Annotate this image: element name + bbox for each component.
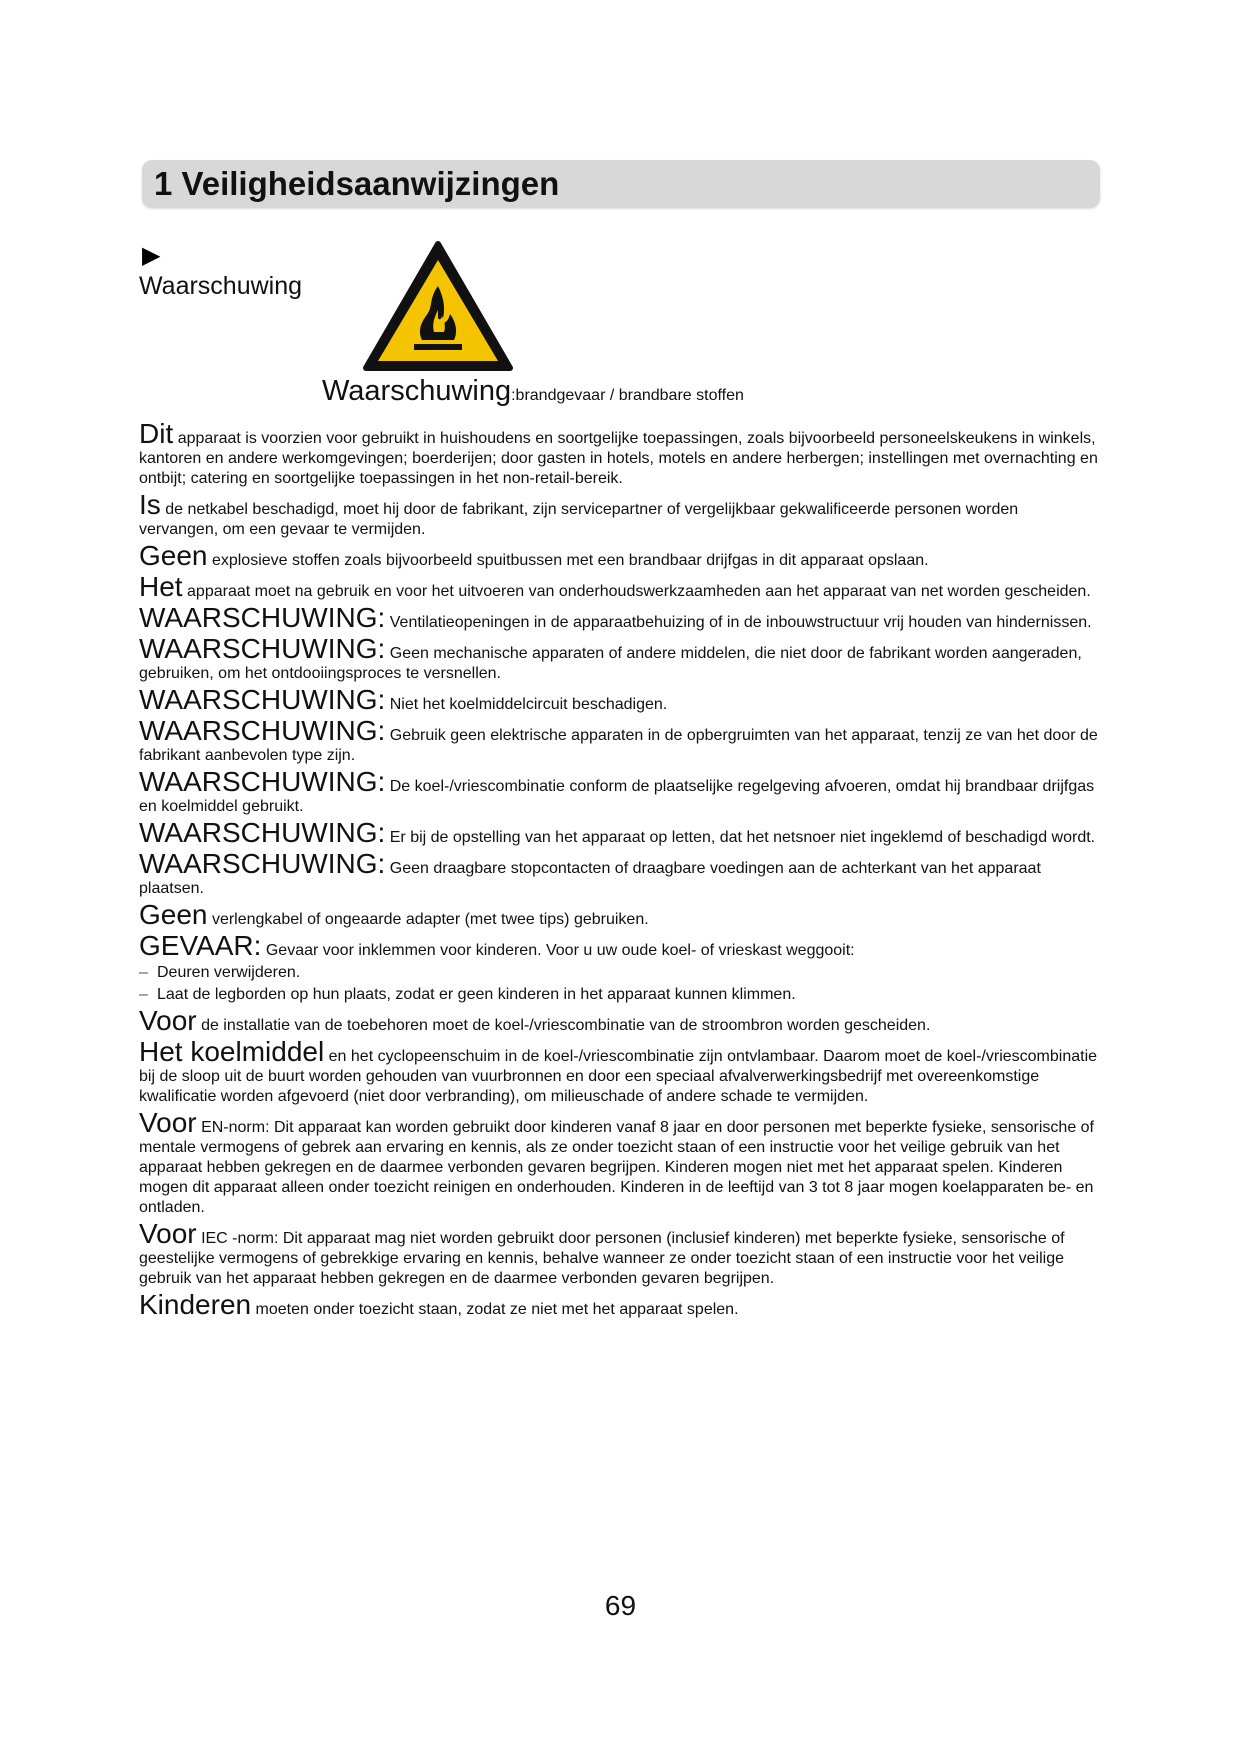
paragraph [139, 635, 1099, 684]
paragraph [139, 717, 1099, 766]
paragraph [139, 573, 1099, 602]
paragraph-text: de netkabel beschadigd, moet hij door de fabrikant, zijn servicepartner of vergelijkbaar gekwalificeerde personen worden vervangen, om een gevaar te vermijden. [139, 501, 1019, 538]
paragraph-text: verlengkabel of ongeaarde adapter (met twee tips) gebruiken. [211, 911, 649, 928]
list-item [139, 985, 1099, 1005]
paragraph-lead: Geen [139, 899, 208, 930]
paragraph [139, 1109, 1099, 1218]
paragraph-lead: Voor [139, 1107, 197, 1138]
paragraph-lead: Voor [139, 1218, 197, 1249]
paragraph-text: apparaat moet na gebruik en voor het uitvoeren van onderhoudswerkzaamheden aan het apparaat van net worden gescheiden. [187, 583, 1091, 600]
paragraph [139, 1007, 1099, 1036]
paragraph [139, 819, 1099, 848]
paragraph-lead: GEVAAR: [139, 930, 262, 961]
paragraph-text: Geen mechanische apparaten of andere middelen, die niet door de fabrikant worden aangeraden, gebruiken, om het ontdooiingsproces te versnellen. [139, 645, 1082, 682]
hazard-caption [322, 375, 744, 408]
paragraph-lead: WAARSCHUWING: [139, 766, 386, 797]
paragraph [139, 686, 1099, 715]
paragraph-text: explosieve stoffen zoals bijvoorbeeld spuitbussen met een brandbaar drijfgas in dit apparaat opslaan. [211, 552, 929, 569]
paragraph-text: Geen draagbare stopcontacten of draagbare voedingen aan de achterkant van het apparaat plaatsen. [139, 860, 1041, 897]
list-item [139, 963, 1099, 983]
paragraph-lead: Geen [139, 540, 208, 571]
section-title: 1 Veiligheidsaanwijzingen [154, 165, 560, 202]
paragraph-text: moeten onder toezicht staan, zodat ze niet met het apparaat spelen. [255, 1301, 739, 1318]
play-arrow-icon: ▶ [142, 242, 161, 269]
paragraph-lead: WAARSCHUWING: [139, 817, 386, 848]
page-number: 69 [604, 1590, 637, 1621]
paragraph [139, 604, 1099, 633]
paragraph [139, 1220, 1099, 1289]
paragraph-lead: Het [139, 571, 183, 602]
paragraph-lead: Kinderen [139, 1289, 252, 1320]
paragraph [139, 1038, 1099, 1107]
paragraph-lead: Voor [139, 1005, 197, 1036]
paragraph-lead: WAARSCHUWING: [139, 848, 386, 879]
paragraph-text: IEC -norm: Dit apparaat mag niet worden gebruikt door personen (inclusief kinderen) met beperkte fysieke, sensorische of geestelijke vermogens of gebrekkige ervaring en kennis, behalve wanneer ze onder toezicht staan of een instructie voor het veilige gebruik van het apparaat hebben gekregen en de daarmee verbonden gevaren begrijpen. [139, 1230, 1065, 1287]
paragraph-text: en het cyclopeenschuim in de koel-/vriescombinatie zijn ontvlambaar. Daarom moet de koel-/vriescombinatie bij de sloop uit de buurt worden gehouden van vuurbronnen en door een speciaal afvalverwerkingsbedrijf met overeenkomstige kwalificatie worden afgevoerd (niet door verbranding), om milieuschade of andere schade te vermijden. [139, 1048, 1098, 1105]
paragraph [139, 850, 1099, 899]
paragraph-text: Ventilatieopeningen in de apparaatbehuizing of in de inbouwstructuur vrij houden van hindernissen. [389, 614, 1092, 631]
paragraph [139, 1291, 1099, 1320]
paragraph-text: Gevaar voor inklemmen voor kinderen. Voor u uw oude koel- of vrieskast weggooit: [265, 942, 855, 959]
paragraph-lead: Dit [139, 418, 174, 449]
paragraph-lead: WAARSCHUWING: [139, 602, 386, 633]
paragraph-text: Niet het koelmiddelcircuit beschadigen. [389, 696, 668, 713]
caption-subtitle: :brandgevaar / brandbare stoffen [511, 387, 744, 404]
paragraph-text: Gebruik geen elektrische apparaten in de opbergruimten van het apparaat, tenzij ze van het door de fabrikant aanbevolen type zijn. [139, 727, 1098, 764]
dash-bullet: – [139, 986, 148, 1003]
safety-instructions [139, 420, 1099, 1322]
paragraph [139, 932, 1099, 961]
paragraph-lead: WAARSCHUWING: [139, 715, 386, 746]
paragraph-text: apparaat is voorzien voor gebruikt in huishoudens en soortgelijke toepassingen, zoals bijvoorbeeld personeelskeukens in winkels, kantoren en andere werkomgevingen; boerderijen; door gasten in hotels, motels en andere herbergen; instellingen met overnachting en ontbijt; catering en soortgelijke toepassingen in het non-retail-bereik. [139, 430, 1098, 487]
caption-title: Waarschuwing [322, 375, 512, 407]
section-title-bar [142, 160, 1100, 208]
paragraph [139, 420, 1099, 489]
paragraph-text: De koel-/vriescombinatie conform de plaatselijke regelgeving afvoeren, omdat hij brandbaar drijfgas en koelmiddel gebruikt. [139, 778, 1095, 815]
warning-label: Waarschuwing [139, 272, 303, 300]
paragraph [139, 768, 1099, 817]
list-item-text: Laat de legborden op hun plaats, zodat er geen kinderen in het apparaat kunnen klimmen. [157, 986, 796, 1003]
paragraph [139, 901, 1099, 930]
paragraph-lead: Het koelmiddel [139, 1036, 325, 1067]
paragraph-text: EN-norm: Dit apparaat kan worden gebruikt door kinderen vanaf 8 jaar en door personen met beperkte fysieke, sensorische of mentale vermogens of gebrek aan ervaring en kennis, als ze onder toezicht staan of een instructie voor het veilige gebruik van het apparaat hebben gekregen en de daarmee verbonden gevaren begrijpen. Kinderen mogen niet met het apparaat spelen. Kinderen mogen dit apparaat alleen onder toezicht reinigen en onderhouden. Kinderen in de leeftijd van 3 tot 8 jaar mogen koelapparaten be- en ontladen. [139, 1119, 1094, 1216]
paragraph-lead: WAARSCHUWING: [139, 684, 386, 715]
list-item-text: Deuren verwijderen. [157, 964, 301, 981]
dash-bullet: – [139, 964, 148, 981]
paragraph-lead: Is [139, 489, 161, 520]
fire-hazard-warning-icon [362, 240, 514, 374]
paragraph-lead: WAARSCHUWING: [139, 633, 386, 664]
paragraph-text: de installatie van de toebehoren moet de koel-/vriescombinatie van de stroombron worden gescheiden. [201, 1017, 931, 1034]
paragraph-text: Er bij de opstelling van het apparaat op letten, dat het netsnoer niet ingeklemd of beschadigd wordt. [389, 829, 1096, 846]
paragraph [139, 542, 1099, 571]
paragraph [139, 491, 1099, 540]
